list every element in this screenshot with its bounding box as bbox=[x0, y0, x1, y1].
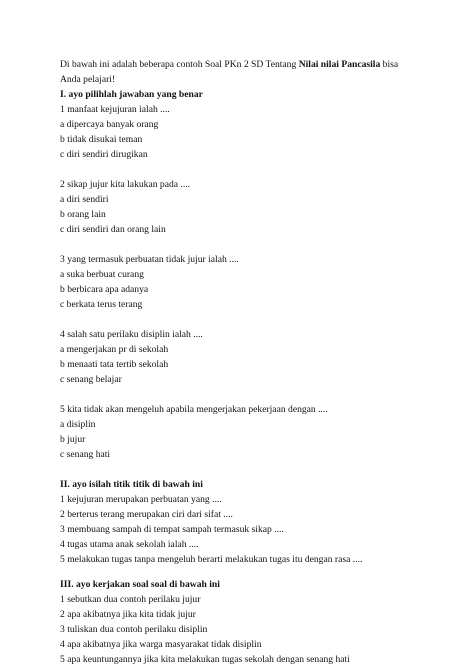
fill-item-5: 5 melakukan tugas tanpa mengeluh berarti melakukan tugas itu dengan rasa .... bbox=[60, 554, 363, 565]
spacer bbox=[60, 162, 430, 177]
spacer bbox=[60, 567, 430, 577]
intro-text-after: bisa bbox=[380, 59, 399, 70]
question-3 bbox=[60, 252, 430, 312]
spacer bbox=[60, 237, 430, 252]
option-a: a dipercaya banyak orang bbox=[60, 119, 159, 130]
option-c: c berkata terus terang bbox=[60, 299, 143, 310]
option-c: c diri sendiri dirugikan bbox=[60, 149, 148, 160]
option-c: c senang hati bbox=[60, 449, 111, 460]
essay-item-1: 1 sebutkan dua contoh perilaku jujur bbox=[60, 594, 201, 605]
option-a: a disiplin bbox=[60, 419, 96, 430]
section-3-heading: III. ayo kerjakan soal soal di bawah ini bbox=[60, 579, 220, 590]
option-b: b tidak disukai teman bbox=[60, 134, 143, 145]
spacer bbox=[60, 462, 430, 477]
option-b: b menaati tata tertib sekolah bbox=[60, 359, 169, 370]
essay-item-5: 5 apa keuntungannya jika kita melakukan tugas sekolah dengan senang hati bbox=[60, 654, 350, 665]
section-1-heading: I. ayo pilihlah jawaban yang benar bbox=[60, 89, 203, 100]
question-text: 3 yang termasuk perbuatan tidak jujur ialah .... bbox=[60, 254, 239, 265]
fill-item-2: 2 berterus terang merupakan ciri dari sifat .... bbox=[60, 509, 233, 520]
option-a: a suka berbuat curang bbox=[60, 269, 144, 280]
intro-bold-topic: Nilai nilai Pancasila bbox=[298, 59, 381, 70]
document-content bbox=[60, 57, 430, 667]
option-a: a mengerjakan pr di sekolah bbox=[60, 344, 169, 355]
spacer bbox=[60, 312, 430, 327]
section-2-heading: II. ayo isilah titik titik di bawah ini bbox=[60, 479, 203, 490]
essay-item-4: 4 apa akibatnya jika warga masyarakat tidak disiplin bbox=[60, 639, 262, 650]
option-c: c diri sendiri dan orang lain bbox=[60, 224, 166, 235]
fill-item-4: 4 tugas utama anak sekolah ialah .... bbox=[60, 539, 199, 550]
question-text: 5 kita tidak akan mengeluh apabila mengerjakan pekerjaan dengan .... bbox=[60, 404, 328, 415]
fill-item-1: 1 kejujuran merupakan perbuatan yang .... bbox=[60, 494, 222, 505]
option-b: b orang lain bbox=[60, 209, 106, 220]
option-b: b berbicara apa adanya bbox=[60, 284, 149, 295]
question-text: 1 manfaat kejujuran ialah .... bbox=[60, 104, 170, 115]
option-a: a diri sendiri bbox=[60, 194, 109, 205]
question-5 bbox=[60, 402, 430, 462]
question-text: 4 salah satu perilaku disiplin ialah .... bbox=[60, 329, 203, 340]
question-1 bbox=[60, 102, 430, 162]
essay-item-2: 2 apa akibatnya jika kita tidak jujur bbox=[60, 609, 196, 620]
fill-item-3: 3 membuang sampah di tempat sampah termasuk sikap .... bbox=[60, 524, 284, 535]
question-2 bbox=[60, 177, 430, 237]
option-c: c senang belajar bbox=[60, 374, 122, 385]
intro-paragraph bbox=[60, 57, 430, 72]
question-text: 2 sikap jujur kita lakukan pada .... bbox=[60, 179, 191, 190]
intro-line-2: Anda pelajari! bbox=[60, 74, 116, 85]
question-4 bbox=[60, 327, 430, 387]
spacer bbox=[60, 387, 430, 402]
essay-item-3: 3 tuliskan dua contoh perilaku disiplin bbox=[60, 624, 208, 635]
intro-text-before: Di bawah ini adalah beberapa contoh Soal PKn 2 SD Tentang bbox=[60, 59, 299, 70]
option-b: b jujur bbox=[60, 434, 86, 445]
